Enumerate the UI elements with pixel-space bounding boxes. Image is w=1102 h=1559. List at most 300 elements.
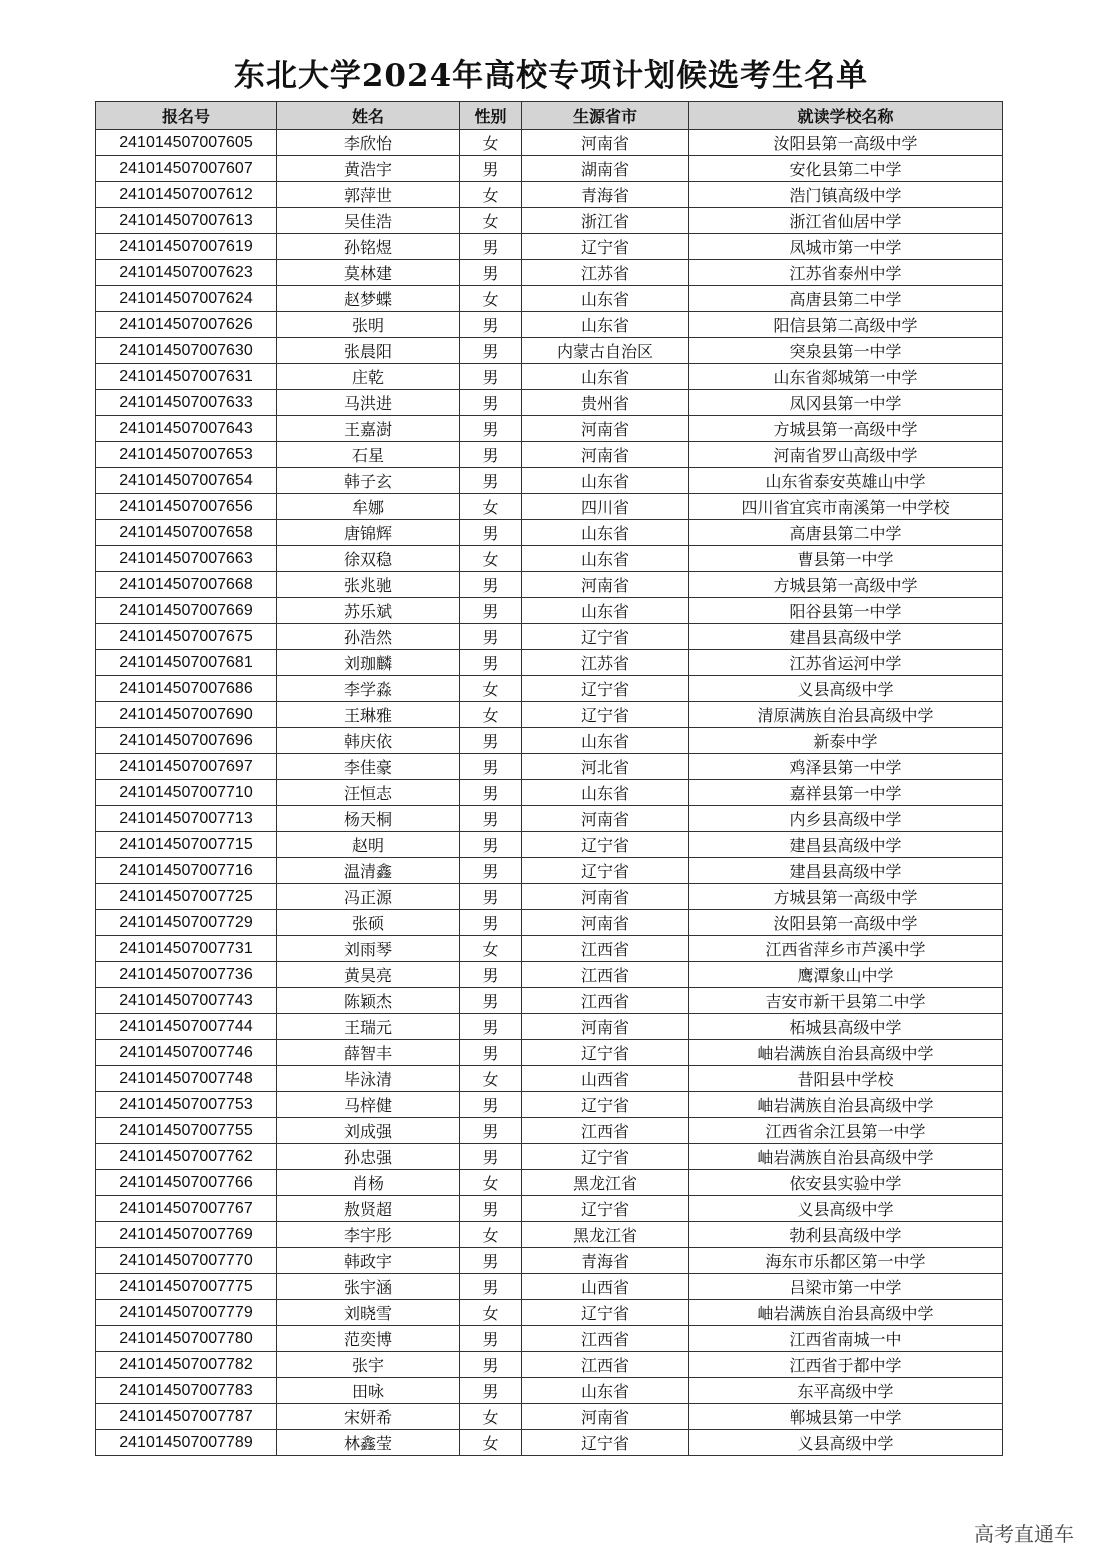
table-row [96, 1430, 1003, 1456]
cell-name: 田咏 [277, 1378, 460, 1404]
cell-province: 山东省 [522, 780, 689, 806]
cell-school: 岫岩满族自治县高级中学 [689, 1040, 1003, 1066]
cell-province: 辽宁省 [522, 1196, 689, 1222]
cell-province: 河南省 [522, 130, 689, 156]
table-row [96, 1274, 1003, 1300]
cell-gender: 男 [460, 338, 522, 364]
cell-registration-number: 241014507007766 [96, 1170, 277, 1196]
cell-province: 江西省 [522, 1352, 689, 1378]
cell-name: 肖杨 [277, 1170, 460, 1196]
table-row [96, 468, 1003, 494]
cell-province: 山东省 [522, 286, 689, 312]
cell-province: 河北省 [522, 754, 689, 780]
cell-gender: 男 [460, 754, 522, 780]
cell-name: 赵梦蝶 [277, 286, 460, 312]
cell-school: 江西省萍乡市芦溪中学 [689, 936, 1003, 962]
table-row [96, 364, 1003, 390]
table-row [96, 650, 1003, 676]
table-row [96, 780, 1003, 806]
cell-gender: 女 [460, 676, 522, 702]
cell-name: 孙铭煜 [277, 234, 460, 260]
cell-registration-number: 241014507007753 [96, 1092, 277, 1118]
cell-name: 薛智丰 [277, 1040, 460, 1066]
cell-gender: 男 [460, 312, 522, 338]
cell-registration-number: 241014507007653 [96, 442, 277, 468]
cell-registration-number: 241014507007623 [96, 260, 277, 286]
cell-province: 辽宁省 [522, 702, 689, 728]
cell-province: 河南省 [522, 1404, 689, 1430]
table-row [96, 1248, 1003, 1274]
table-row [96, 1066, 1003, 1092]
cell-registration-number: 241014507007710 [96, 780, 277, 806]
cell-registration-number: 241014507007656 [96, 494, 277, 520]
cell-registration-number: 241014507007779 [96, 1300, 277, 1326]
table-row [96, 312, 1003, 338]
table-row [96, 442, 1003, 468]
cell-gender: 男 [460, 858, 522, 884]
cell-registration-number: 241014507007612 [96, 182, 277, 208]
table-row [96, 1404, 1003, 1430]
cell-gender: 男 [460, 1092, 522, 1118]
table-row [96, 546, 1003, 572]
cell-gender: 男 [460, 884, 522, 910]
cell-school: 浩门镇高级中学 [689, 182, 1003, 208]
cell-name: 张宇 [277, 1352, 460, 1378]
cell-name: 张晨阳 [277, 338, 460, 364]
table-row [96, 988, 1003, 1014]
cell-gender: 男 [460, 988, 522, 1014]
cell-province: 河南省 [522, 910, 689, 936]
cell-province: 山东省 [522, 546, 689, 572]
cell-province: 山东省 [522, 728, 689, 754]
cell-province: 山东省 [522, 312, 689, 338]
cell-name: 刘珈麟 [277, 650, 460, 676]
cell-gender: 男 [460, 364, 522, 390]
table-row [96, 1352, 1003, 1378]
cell-school: 河南省罗山高级中学 [689, 442, 1003, 468]
table-row [96, 390, 1003, 416]
cell-registration-number: 241014507007626 [96, 312, 277, 338]
cell-registration-number: 241014507007681 [96, 650, 277, 676]
cell-province: 河南省 [522, 416, 689, 442]
table-row [96, 1118, 1003, 1144]
cell-province: 青海省 [522, 1248, 689, 1274]
table-row [96, 702, 1003, 728]
cell-name: 张硕 [277, 910, 460, 936]
cell-registration-number: 241014507007787 [96, 1404, 277, 1430]
cell-province: 河南省 [522, 1014, 689, 1040]
cell-school: 江西省南城一中 [689, 1326, 1003, 1352]
table-row [96, 182, 1003, 208]
cell-school: 义县高级中学 [689, 676, 1003, 702]
table-row [96, 624, 1003, 650]
cell-gender: 男 [460, 416, 522, 442]
header-registration-number: 报名号 [96, 102, 277, 130]
cell-school: 江西省于都中学 [689, 1352, 1003, 1378]
table-row [96, 416, 1003, 442]
cell-gender: 女 [460, 1300, 522, 1326]
cell-gender: 男 [460, 1144, 522, 1170]
table-row [96, 728, 1003, 754]
cell-school: 江西省余江县第一中学 [689, 1118, 1003, 1144]
cell-registration-number: 241014507007696 [96, 728, 277, 754]
table-row [96, 338, 1003, 364]
cell-name: 张宇涵 [277, 1274, 460, 1300]
cell-school: 鸡泽县第一中学 [689, 754, 1003, 780]
cell-gender: 女 [460, 936, 522, 962]
cell-province: 河南省 [522, 884, 689, 910]
cell-gender: 男 [460, 1378, 522, 1404]
table-row [96, 286, 1003, 312]
cell-registration-number: 241014507007736 [96, 962, 277, 988]
table-row [96, 1040, 1003, 1066]
cell-name: 敖贤超 [277, 1196, 460, 1222]
cell-registration-number: 241014507007725 [96, 884, 277, 910]
cell-school: 高唐县第二中学 [689, 286, 1003, 312]
cell-school: 勃利县高级中学 [689, 1222, 1003, 1248]
cell-gender: 男 [460, 234, 522, 260]
cell-school: 山东省泰安英雄山中学 [689, 468, 1003, 494]
cell-gender: 男 [460, 598, 522, 624]
cell-province: 辽宁省 [522, 1430, 689, 1456]
cell-province: 江西省 [522, 1326, 689, 1352]
table-row [96, 832, 1003, 858]
cell-province: 河南省 [522, 806, 689, 832]
cell-name: 韩庆依 [277, 728, 460, 754]
cell-name: 陈颖杰 [277, 988, 460, 1014]
table-header-row [96, 102, 1003, 130]
cell-name: 徐双稳 [277, 546, 460, 572]
table-row [96, 1222, 1003, 1248]
cell-registration-number: 241014507007690 [96, 702, 277, 728]
cell-name: 汪恒志 [277, 780, 460, 806]
cell-name: 刘雨琴 [277, 936, 460, 962]
cell-registration-number: 241014507007729 [96, 910, 277, 936]
table-row [96, 1144, 1003, 1170]
watermark: 高考直通车 [974, 1522, 1074, 1546]
cell-gender: 女 [460, 546, 522, 572]
page-title: 东北大学2024年高校专项计划候选考生名单 [233, 58, 869, 94]
cell-province: 辽宁省 [522, 1144, 689, 1170]
cell-school: 江苏省运河中学 [689, 650, 1003, 676]
cell-registration-number: 241014507007789 [96, 1430, 277, 1456]
cell-province: 山东省 [522, 1378, 689, 1404]
table-row [96, 156, 1003, 182]
cell-registration-number: 241014507007715 [96, 832, 277, 858]
cell-gender: 男 [460, 962, 522, 988]
cell-school: 方城县第一高级中学 [689, 884, 1003, 910]
table-row [96, 858, 1003, 884]
cell-province: 江苏省 [522, 650, 689, 676]
cell-name: 韩政宇 [277, 1248, 460, 1274]
cell-name: 范奕博 [277, 1326, 460, 1352]
cell-name: 吴佳浩 [277, 208, 460, 234]
cell-registration-number: 241014507007748 [96, 1066, 277, 1092]
cell-school: 柘城县高级中学 [689, 1014, 1003, 1040]
cell-school: 吕梁市第一中学 [689, 1274, 1003, 1300]
cell-registration-number: 241014507007631 [96, 364, 277, 390]
cell-gender: 男 [460, 1248, 522, 1274]
cell-province: 江西省 [522, 936, 689, 962]
cell-name: 唐锦辉 [277, 520, 460, 546]
cell-gender: 男 [460, 832, 522, 858]
cell-registration-number: 241014507007743 [96, 988, 277, 1014]
table-row [96, 754, 1003, 780]
cell-name: 冯正源 [277, 884, 460, 910]
cell-name: 马洪进 [277, 390, 460, 416]
cell-gender: 男 [460, 1352, 522, 1378]
table-row [96, 806, 1003, 832]
table-row [96, 1196, 1003, 1222]
table-row [96, 1300, 1003, 1326]
cell-registration-number: 241014507007658 [96, 520, 277, 546]
cell-registration-number: 241014507007769 [96, 1222, 277, 1248]
cell-registration-number: 241014507007783 [96, 1378, 277, 1404]
cell-province: 辽宁省 [522, 832, 689, 858]
table-row [96, 936, 1003, 962]
cell-name: 李宇彤 [277, 1222, 460, 1248]
cell-school: 岫岩满族自治县高级中学 [689, 1144, 1003, 1170]
cell-registration-number: 241014507007633 [96, 390, 277, 416]
cell-province: 辽宁省 [522, 1300, 689, 1326]
cell-registration-number: 241014507007713 [96, 806, 277, 832]
cell-school: 汝阳县第一高级中学 [689, 910, 1003, 936]
header-gender: 性别 [460, 102, 522, 130]
cell-registration-number: 241014507007697 [96, 754, 277, 780]
cell-school: 义县高级中学 [689, 1430, 1003, 1456]
cell-name: 马梓健 [277, 1092, 460, 1118]
cell-gender: 男 [460, 390, 522, 416]
cell-school: 曹县第一中学 [689, 546, 1003, 572]
cell-registration-number: 241014507007762 [96, 1144, 277, 1170]
cell-registration-number: 241014507007686 [96, 676, 277, 702]
cell-gender: 男 [460, 1326, 522, 1352]
table-body [96, 130, 1003, 1456]
cell-province: 辽宁省 [522, 234, 689, 260]
candidate-table [95, 101, 1003, 1456]
cell-school: 四川省宜宾市南溪第一中学校 [689, 494, 1003, 520]
cell-gender: 男 [460, 468, 522, 494]
cell-school: 方城县第一高级中学 [689, 416, 1003, 442]
cell-name: 李佳豪 [277, 754, 460, 780]
cell-school: 安化县第二中学 [689, 156, 1003, 182]
cell-gender: 女 [460, 1404, 522, 1430]
table-row [96, 598, 1003, 624]
cell-gender: 女 [460, 1066, 522, 1092]
cell-province: 黑龙江省 [522, 1170, 689, 1196]
cell-registration-number: 241014507007780 [96, 1326, 277, 1352]
cell-gender: 男 [460, 1274, 522, 1300]
cell-school: 嘉祥县第一中学 [689, 780, 1003, 806]
cell-school: 岫岩满族自治县高级中学 [689, 1092, 1003, 1118]
cell-gender: 女 [460, 702, 522, 728]
cell-province: 河南省 [522, 572, 689, 598]
cell-school: 汝阳县第一高级中学 [689, 130, 1003, 156]
cell-province: 江西省 [522, 962, 689, 988]
table-row [96, 572, 1003, 598]
cell-registration-number: 241014507007654 [96, 468, 277, 494]
cell-gender: 男 [460, 1118, 522, 1144]
cell-registration-number: 241014507007668 [96, 572, 277, 598]
cell-gender: 男 [460, 780, 522, 806]
cell-gender: 女 [460, 286, 522, 312]
cell-school: 郸城县第一中学 [689, 1404, 1003, 1430]
table-row [96, 234, 1003, 260]
cell-school: 建昌县高级中学 [689, 858, 1003, 884]
cell-name: 温清鑫 [277, 858, 460, 884]
cell-registration-number: 241014507007716 [96, 858, 277, 884]
cell-name: 刘成强 [277, 1118, 460, 1144]
table-row [96, 1378, 1003, 1404]
cell-gender: 男 [460, 910, 522, 936]
table-row [96, 1014, 1003, 1040]
table-row [96, 208, 1003, 234]
cell-school: 阳信县第二高级中学 [689, 312, 1003, 338]
cell-name: 王琳雅 [277, 702, 460, 728]
cell-province: 内蒙古自治区 [522, 338, 689, 364]
cell-province: 山东省 [522, 364, 689, 390]
cell-name: 孙忠强 [277, 1144, 460, 1170]
table-row [96, 676, 1003, 702]
cell-name: 苏乐斌 [277, 598, 460, 624]
cell-school: 山东省郯城第一中学 [689, 364, 1003, 390]
cell-gender: 男 [460, 1040, 522, 1066]
cell-province: 贵州省 [522, 390, 689, 416]
cell-registration-number: 241014507007663 [96, 546, 277, 572]
cell-name: 庄乾 [277, 364, 460, 390]
cell-school: 东平高级中学 [689, 1378, 1003, 1404]
cell-registration-number: 241014507007630 [96, 338, 277, 364]
table-row [96, 962, 1003, 988]
cell-name: 杨天桐 [277, 806, 460, 832]
cell-province: 辽宁省 [522, 676, 689, 702]
cell-name: 石星 [277, 442, 460, 468]
cell-school: 建昌县高级中学 [689, 832, 1003, 858]
cell-gender: 女 [460, 1430, 522, 1456]
cell-province: 河南省 [522, 442, 689, 468]
cell-registration-number: 241014507007607 [96, 156, 277, 182]
header-name: 姓名 [277, 102, 460, 130]
cell-name: 张明 [277, 312, 460, 338]
cell-school: 岫岩满族自治县高级中学 [689, 1300, 1003, 1326]
cell-school: 清原满族自治县高级中学 [689, 702, 1003, 728]
cell-registration-number: 241014507007775 [96, 1274, 277, 1300]
cell-school: 高唐县第二中学 [689, 520, 1003, 546]
cell-registration-number: 241014507007619 [96, 234, 277, 260]
table-row [96, 260, 1003, 286]
cell-province: 辽宁省 [522, 1040, 689, 1066]
cell-school: 方城县第一高级中学 [689, 572, 1003, 598]
table-row [96, 884, 1003, 910]
cell-school: 浙江省仙居中学 [689, 208, 1003, 234]
cell-province: 山西省 [522, 1066, 689, 1092]
cell-name: 毕泳清 [277, 1066, 460, 1092]
cell-registration-number: 241014507007613 [96, 208, 277, 234]
cell-school: 内乡县高级中学 [689, 806, 1003, 832]
cell-registration-number: 241014507007744 [96, 1014, 277, 1040]
cell-gender: 男 [460, 260, 522, 286]
cell-province: 江苏省 [522, 260, 689, 286]
cell-province: 山西省 [522, 1274, 689, 1300]
cell-province: 山东省 [522, 468, 689, 494]
cell-gender: 女 [460, 208, 522, 234]
cell-name: 赵明 [277, 832, 460, 858]
cell-province: 江西省 [522, 988, 689, 1014]
table-row [96, 130, 1003, 156]
cell-registration-number: 241014507007624 [96, 286, 277, 312]
cell-registration-number: 241014507007782 [96, 1352, 277, 1378]
cell-province: 辽宁省 [522, 1092, 689, 1118]
cell-name: 张兆驰 [277, 572, 460, 598]
cell-province: 辽宁省 [522, 624, 689, 650]
cell-province: 湖南省 [522, 156, 689, 182]
cell-school: 新泰中学 [689, 728, 1003, 754]
cell-name: 王嘉澍 [277, 416, 460, 442]
cell-registration-number: 241014507007755 [96, 1118, 277, 1144]
cell-name: 宋妍希 [277, 1404, 460, 1430]
cell-name: 林鑫莹 [277, 1430, 460, 1456]
cell-gender: 男 [460, 520, 522, 546]
cell-registration-number: 241014507007767 [96, 1196, 277, 1222]
table-row [96, 1326, 1003, 1352]
cell-registration-number: 241014507007675 [96, 624, 277, 650]
cell-name: 王瑞元 [277, 1014, 460, 1040]
cell-province: 浙江省 [522, 208, 689, 234]
cell-gender: 女 [460, 494, 522, 520]
header-school: 就读学校名称 [689, 102, 1003, 130]
cell-gender: 女 [460, 130, 522, 156]
cell-gender: 女 [460, 1170, 522, 1196]
cell-gender: 男 [460, 650, 522, 676]
cell-name: 黄浩宇 [277, 156, 460, 182]
cell-school: 阳谷县第一中学 [689, 598, 1003, 624]
cell-name: 莫林建 [277, 260, 460, 286]
cell-school: 义县高级中学 [689, 1196, 1003, 1222]
cell-school: 海东市乐都区第一中学 [689, 1248, 1003, 1274]
table-row [96, 494, 1003, 520]
cell-province: 黑龙江省 [522, 1222, 689, 1248]
cell-school: 昔阳县中学校 [689, 1066, 1003, 1092]
cell-province: 山东省 [522, 520, 689, 546]
cell-name: 刘晓雪 [277, 1300, 460, 1326]
cell-registration-number: 241014507007770 [96, 1248, 277, 1274]
cell-registration-number: 241014507007669 [96, 598, 277, 624]
cell-gender: 男 [460, 442, 522, 468]
cell-registration-number: 241014507007731 [96, 936, 277, 962]
cell-name: 孙浩然 [277, 624, 460, 650]
cell-school: 江苏省泰州中学 [689, 260, 1003, 286]
cell-gender: 男 [460, 572, 522, 598]
table-row [96, 910, 1003, 936]
cell-registration-number: 241014507007643 [96, 416, 277, 442]
cell-gender: 男 [460, 1196, 522, 1222]
table-row [96, 520, 1003, 546]
cell-gender: 男 [460, 624, 522, 650]
cell-province: 辽宁省 [522, 858, 689, 884]
cell-gender: 男 [460, 156, 522, 182]
cell-gender: 男 [460, 1014, 522, 1040]
cell-gender: 女 [460, 1222, 522, 1248]
header-province: 生源省市 [522, 102, 689, 130]
cell-name: 李学淼 [277, 676, 460, 702]
cell-school: 吉安市新干县第二中学 [689, 988, 1003, 1014]
cell-registration-number: 241014507007746 [96, 1040, 277, 1066]
cell-gender: 男 [460, 728, 522, 754]
cell-name: 郭萍世 [277, 182, 460, 208]
cell-school: 凤城市第一中学 [689, 234, 1003, 260]
cell-gender: 女 [460, 182, 522, 208]
table-row [96, 1092, 1003, 1118]
